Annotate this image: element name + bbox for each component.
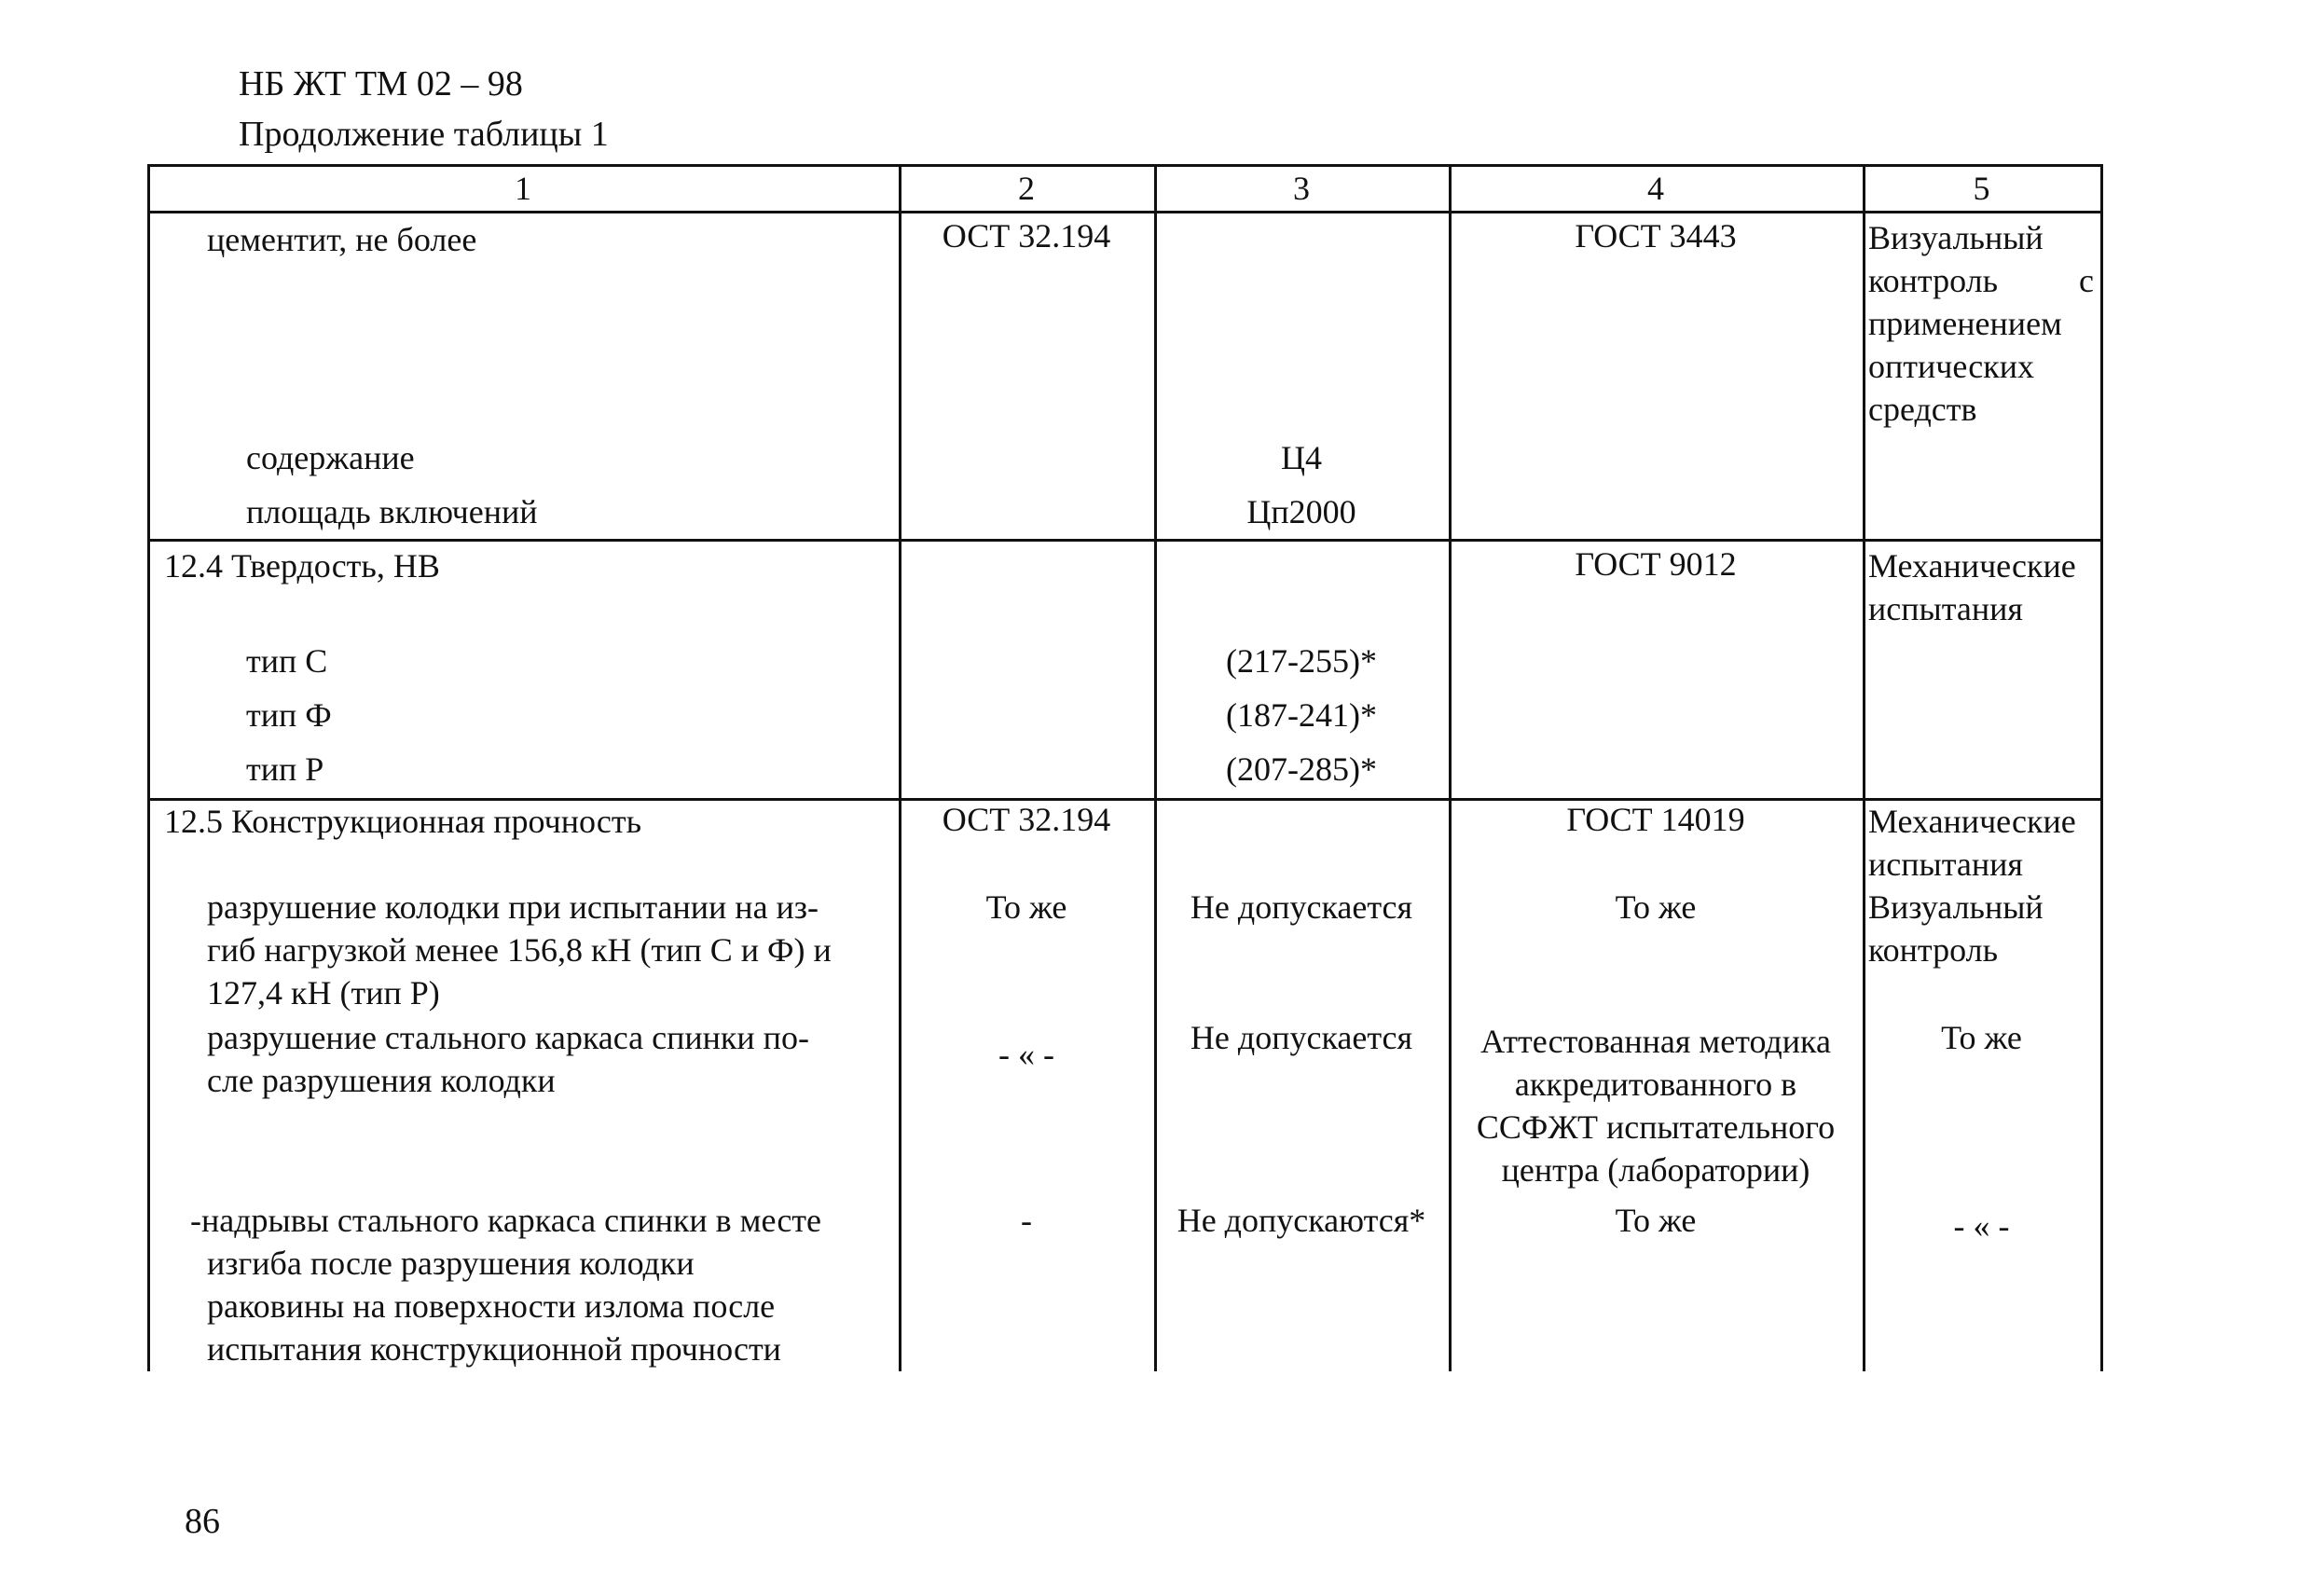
cell-control-type: с [2079,262,2094,299]
cell-control-type: Визуальный [1868,219,2044,256]
requirement-text: -надрывы стального каркаса спинки в месте [190,1202,822,1239]
column-header: 2 [1018,170,1035,207]
page-number: 86 [185,1502,220,1541]
cell-parameter: 12.5 Конструкционная прочность [164,803,641,840]
header-row-divider [147,211,2103,213]
cell-control-type: Механические [1868,547,2076,585]
cell-normative-doc: - [1021,1202,1032,1239]
cell-control-type: средств [1868,391,1977,428]
row-divider [147,539,2103,542]
hardness-type-label: тип С [246,642,328,680]
sub-parameter-label: содержание [246,439,415,476]
cell-parameter: 12.4 Твердость, НВ [164,547,440,585]
cell-test-method: ГОСТ 3443 [1575,217,1737,255]
cell-normative-doc: То же [985,888,1067,926]
cell-norm-value: Не допускается [1190,1019,1413,1056]
cell-control-type: испытания [1868,846,2023,883]
requirement-text: изгиба после разрушения колодки [207,1245,695,1282]
column-header: 3 [1293,170,1310,207]
cell-norm-value: Не допускается [1190,888,1413,926]
cell-test-method: То же [1615,888,1697,926]
cell-control-type: испытания [1868,590,2023,627]
cell-test-method: ГОСТ 9012 [1575,545,1737,583]
cell-control-type: контроль [1868,931,1999,969]
cell-control-type: применением [1868,305,2062,342]
cell-test-method: центра (лаборатории) [1501,1151,1810,1189]
cell-test-method: ССФЖТ испытательного [1476,1108,1836,1146]
hardness-type-label: тип Р [246,750,324,788]
cell-normative-doc: - « - [998,1036,1054,1073]
cell-test-method: То же [1615,1202,1697,1239]
column-header: 1 [515,170,531,207]
cell-test-method: Аттестованная методика [1480,1023,1831,1060]
cell-norm-value: Не допускаются* [1177,1202,1426,1239]
cell-control-type: - « - [1953,1207,2010,1245]
cell-control-type: контроль [1868,262,1999,299]
table-continuation-caption: Продолжение таблицы 1 [239,115,609,154]
requirement-text: 127,4 кН (тип Р) [207,974,440,1011]
column-divider [899,164,901,1371]
cell-control-type: То же [1941,1019,2022,1056]
cell-test-method: ГОСТ 14019 [1566,801,1745,838]
column-header: 4 [1647,170,1664,207]
table-right-border [2100,164,2103,1371]
column-divider [1863,164,1865,1371]
cell-parameter: цементит, не более [207,221,477,258]
hardness-type-value: (217-255)* [1226,642,1377,680]
sub-parameter-label: площадь включений [246,493,538,530]
requirement-text: гиб нагрузкой менее 156,8 кН (тип С и Ф) и [207,931,832,969]
document-code: НБ ЖТ ТМ 02 – 98 [239,64,523,103]
cell-control-type: оптических [1868,348,2034,385]
cell-normative-doc: ОСТ 32.194 [942,217,1111,255]
sub-parameter-value: Цп2000 [1246,493,1356,530]
requirement-text: разрушение колодки при испытании на из- [207,888,819,926]
requirement-text: испытания конструкционной прочности [207,1330,781,1368]
cell-normative-doc: ОСТ 32.194 [942,801,1111,838]
hardness-type-value: (207-285)* [1226,750,1377,788]
sub-parameter-value: Ц4 [1281,439,1322,476]
cell-test-method: аккредитованного в [1514,1066,1797,1103]
requirement-text: сле разрушения колодки [207,1062,556,1099]
requirement-text: разрушение стального каркаса спинки по- [207,1019,809,1056]
hardness-type-label: тип Ф [246,696,332,734]
hardness-type-value: (187-241)* [1226,696,1377,734]
table-left-border [147,164,150,1371]
cell-control-type: Визуальный [1868,888,2044,926]
column-header: 5 [1973,170,1990,207]
requirement-text: раковины на поверхности излома после [207,1287,776,1325]
requirements-table [147,164,2103,1371]
cell-control-type: Механические [1868,803,2076,840]
